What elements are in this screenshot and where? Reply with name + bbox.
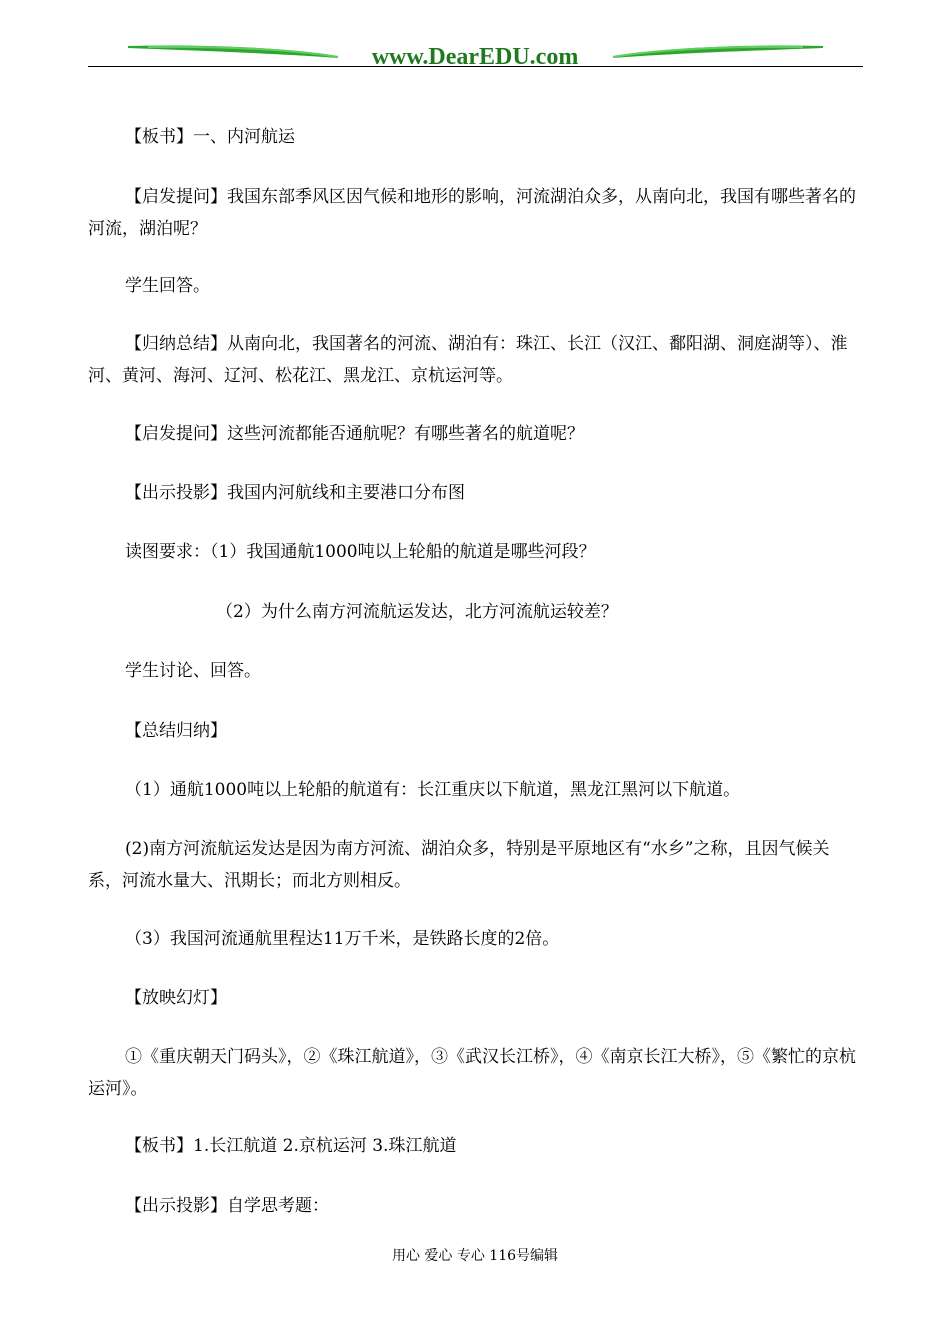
paragraph-board-2: 【板书】1.长江航道 2.京杭运河 3.珠江航道 [125, 1136, 457, 1156]
header-divider [88, 66, 863, 67]
paragraph-reading-req-1: 读图要求：（1）我国通航1000吨以上轮船的航道是哪些河段？ [125, 542, 596, 562]
paragraph-student-answer: 学生回答。 [125, 276, 210, 296]
paragraph-slides-list: ①《重庆朝天门码头》，②《珠江航道》，③《武汉长江桥》，④《南京长江大桥》，⑤《繁忙的京杭运河》。 [88, 1047, 856, 1099]
page-footer: 用心 爱心 专心 116号编辑 [391, 1248, 559, 1264]
paragraph-summary-heading: 【总结归纳】 [125, 721, 227, 741]
paragraph-reading-req-2: （2）为什么南方河流航运发达，北方河流航运较差？ [216, 602, 618, 622]
paragraph-projection-2: 【出示投影】自学思考题： [125, 1196, 329, 1216]
dearedu-logo [88, 34, 863, 70]
paragraph-summary-point-2: (2)南方河流航运发达是因为南方河流、湖泊众多，特别是平原地区有“水乡”之称，且因气候关系，河流水量大、汛期长；而北方则相反。 [88, 839, 830, 891]
paragraph-summary-point-3: （3）我国河流通航里程达11万千米，是铁路长度的2倍。 [125, 929, 560, 949]
paragraph-projection-1: 【出示投影】我国内河航线和主要港口分布图 [125, 483, 465, 503]
header-banner [88, 34, 863, 70]
paragraph-summary-1: 【归纳总结】从南向北，我国著名的河流、湖泊有：珠江、长江（汉江、鄱阳湖、洞庭湖等）、淮河、黄河、海河、辽河、松花江、黑龙江、京杭运河等。 [88, 334, 848, 386]
paragraph-student-discuss: 学生讨论、回答。 [125, 661, 261, 681]
paragraph-board-1: 【板书】一、内河航运 [125, 127, 295, 147]
paragraph-question-1: 【启发提问】我国东部季风区因气候和地形的影响，河流湖泊众多，从南向北，我国有哪些著名的河流，湖泊呢？ [88, 187, 856, 239]
paragraph-slides-heading: 【放映幻灯】 [125, 988, 227, 1008]
paragraph-question-2: 【启发提问】这些河流都能否通航呢？有哪些著名的航道呢？ [125, 424, 584, 444]
logo-text: www.DearEDU.com [371, 44, 579, 70]
paragraph-summary-point-1: （1）通航1000吨以上轮船的航道有：长江重庆以下航道，黑龙江黑河以下航道。 [125, 780, 741, 800]
